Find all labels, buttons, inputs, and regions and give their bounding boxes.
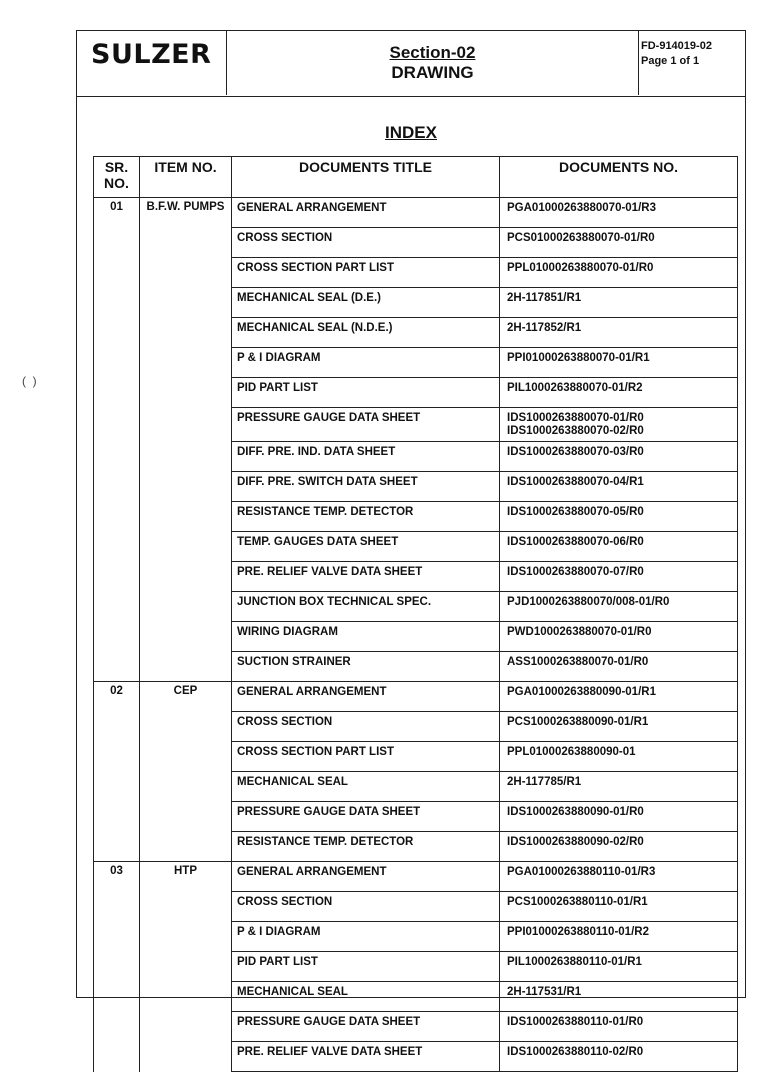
table-row [94, 922, 738, 952]
item-no-cell [140, 502, 232, 532]
item-no-cell [140, 288, 232, 318]
table-row [94, 408, 738, 442]
item-no-cell [140, 982, 232, 1012]
document-title-cell: MECHANICAL SEAL (N.D.E.) [232, 318, 500, 348]
document-title-cell: PRE. RELIEF VALVE DATA SHEET [232, 562, 500, 592]
item-no-cell [140, 622, 232, 652]
table-row [94, 1012, 738, 1042]
document-number-cell [500, 952, 738, 982]
document-number: PGA01000263880070-01/R3 [507, 202, 656, 214]
item-no-cell [140, 258, 232, 288]
sr-no-cell [94, 502, 140, 532]
item-no-cell [140, 1042, 232, 1072]
table-row [94, 502, 738, 532]
document-number-cell [500, 472, 738, 502]
reference-cell [641, 39, 745, 69]
document-number-cell [500, 862, 738, 892]
table-row [94, 742, 738, 772]
item-no-cell [140, 952, 232, 982]
item-no-cell [140, 802, 232, 832]
document-title-cell: PRESSURE GAUGE DATA SHEET [232, 1012, 500, 1042]
document-number: PPI01000263880110-01/R2 [507, 926, 649, 938]
column-header-item-no: ITEM NO. [140, 157, 232, 198]
document-title-cell: MECHANICAL SEAL [232, 772, 500, 802]
document-number-cell [500, 832, 738, 862]
sr-no-cell: 01 [94, 198, 140, 228]
item-no-cell [140, 832, 232, 862]
sr-no-cell: 02 [94, 682, 140, 712]
document-number-cell [500, 378, 738, 408]
table-row [94, 592, 738, 622]
document-title-cell: CROSS SECTION [232, 892, 500, 922]
table-row [94, 952, 738, 982]
document-number: PCS01000263880070-01/R0 [507, 232, 655, 244]
document-number-cell [500, 1012, 738, 1042]
document-number-cell [500, 982, 738, 1012]
document-number-cell [500, 652, 738, 682]
document-number: IDS1000263880070-05/R0 [507, 506, 644, 518]
document-number: IDS1000263880090-02/R0 [507, 836, 644, 848]
sr-no-cell [94, 288, 140, 318]
sr-no-cell [94, 892, 140, 922]
document-number: IDS1000263880110-02/R0 [507, 1046, 644, 1058]
sr-no-cell [94, 442, 140, 472]
document-title-cell: CROSS SECTION PART LIST [232, 258, 500, 288]
sr-no-cell [94, 982, 140, 1012]
sr-no-cell [94, 592, 140, 622]
document-number-cell [500, 442, 738, 472]
item-no-cell [140, 532, 232, 562]
table-row [94, 378, 738, 408]
document-number-cell [500, 198, 738, 228]
document-number: PWD1000263880070-01/R0 [507, 626, 652, 638]
table-row [94, 532, 738, 562]
title-cell [227, 31, 639, 95]
column-header-documents-title: DOCUMENTS TITLE [232, 157, 500, 198]
document-title-cell: CROSS SECTION [232, 712, 500, 742]
table-row [94, 288, 738, 318]
document-number-cell [500, 712, 738, 742]
table-row [94, 348, 738, 378]
sr-no-cell [94, 408, 140, 442]
document-number: PCS1000263880110-01/R1 [507, 896, 648, 908]
sr-no-cell [94, 348, 140, 378]
page-indicator: Page 1 of 1 [641, 55, 700, 67]
table-row [94, 982, 738, 1012]
column-header-sr-no: SR. NO. [94, 157, 140, 198]
document-number: PJD1000263880070/008-01/R0 [507, 596, 670, 608]
item-no-cell [140, 742, 232, 772]
document-number-cell [500, 532, 738, 562]
document-number: PGA01000263880090-01/R1 [507, 686, 656, 698]
document-number-cell [500, 622, 738, 652]
table-row [94, 862, 738, 892]
table-row [94, 622, 738, 652]
table-row [94, 442, 738, 472]
document-number-cell [500, 502, 738, 532]
document-number: IDS1000263880070-02/R0 [507, 425, 644, 437]
item-no-cell [140, 1012, 232, 1042]
document-title-cell: DIFF. PRE. IND. DATA SHEET [232, 442, 500, 472]
item-no-cell [140, 712, 232, 742]
index-table [93, 156, 738, 1072]
sr-no-cell [94, 712, 140, 742]
item-no-cell [140, 892, 232, 922]
document-number-cell [500, 892, 738, 922]
sr-no-cell [94, 318, 140, 348]
document-title-cell: GENERAL ARRANGEMENT [232, 198, 500, 228]
document-number: IDS1000263880090-01/R0 [507, 806, 644, 818]
sr-no-cell [94, 832, 140, 862]
document-number-cell [500, 742, 738, 772]
table-row [94, 832, 738, 862]
item-no-cell [140, 408, 232, 442]
document-title-cell: TEMP. GAUGES DATA SHEET [232, 532, 500, 562]
item-no-cell [140, 378, 232, 408]
table-row [94, 772, 738, 802]
document-reference: FD-914019-02 [641, 40, 712, 52]
document-title-cell: RESISTANCE TEMP. DETECTOR [232, 832, 500, 862]
document-number-cell [500, 258, 738, 288]
document-number: PGA01000263880110-01/R3 [507, 866, 656, 878]
document-number: PPI01000263880070-01/R1 [507, 352, 650, 364]
document-number: 2H-117851/R1 [507, 292, 582, 304]
sr-no-cell [94, 1012, 140, 1042]
document-number-cell [500, 562, 738, 592]
document-number: PPL01000263880090-01 [507, 746, 636, 758]
table-row [94, 1042, 738, 1072]
table-row [94, 682, 738, 712]
table-row [94, 802, 738, 832]
document-title-cell: DIFF. PRE. SWITCH DATA SHEET [232, 472, 500, 502]
document-number: IDS1000263880070-04/R1 [507, 476, 644, 488]
table-row [94, 198, 738, 228]
item-no-cell [140, 652, 232, 682]
table-row [94, 712, 738, 742]
document-number-cell [500, 288, 738, 318]
document-title-cell: PRESSURE GAUGE DATA SHEET [232, 802, 500, 832]
document-number: PIL1000263880070-01/R2 [507, 382, 643, 394]
document-title-cell: PRESSURE GAUGE DATA SHEET [232, 408, 500, 442]
document-number-cell [500, 318, 738, 348]
document-number-cell [500, 408, 738, 442]
document-number-cell [500, 592, 738, 622]
document-title-cell: P & I DIAGRAM [232, 348, 500, 378]
logo-cell [77, 31, 227, 95]
item-no-cell [140, 228, 232, 258]
sr-no-cell [94, 228, 140, 258]
item-no-cell: CEP [140, 682, 232, 712]
item-no-cell [140, 442, 232, 472]
item-no-cell: HTP [140, 862, 232, 892]
document-number: IDS1000263880070-07/R0 [507, 566, 644, 578]
table-header-row [94, 157, 738, 198]
document-title-cell: SUCTION STRAINER [232, 652, 500, 682]
item-no-cell [140, 472, 232, 502]
table-row [94, 652, 738, 682]
sr-no-cell [94, 922, 140, 952]
table-row [94, 562, 738, 592]
document-title-cell: CROSS SECTION [232, 228, 500, 258]
document-number: PCS1000263880090-01/R1 [507, 716, 649, 728]
document-title-cell: MECHANICAL SEAL (D.E.) [232, 288, 500, 318]
sulzer-logo: SULZER [91, 39, 212, 70]
document-title-cell: MECHANICAL SEAL [232, 982, 500, 1012]
sr-no-cell [94, 532, 140, 562]
margin-scan-mark: ( ) [22, 374, 37, 388]
document-header [77, 31, 745, 97]
document-number: PIL1000263880110-01/R1 [507, 956, 642, 968]
document-title-cell: JUNCTION BOX TECHNICAL SPEC. [232, 592, 500, 622]
column-header-documents-no: DOCUMENTS NO. [500, 157, 738, 198]
item-no-cell: B.F.W. PUMPS [140, 198, 232, 228]
sr-no-cell [94, 622, 140, 652]
table-row [94, 472, 738, 502]
sr-no-cell [94, 562, 140, 592]
item-no-cell [140, 922, 232, 952]
document-number-cell [500, 348, 738, 378]
document-number-cell [500, 922, 738, 952]
document-number: PPL01000263880070-01/R0 [507, 262, 654, 274]
document-title-cell: RESISTANCE TEMP. DETECTOR [232, 502, 500, 532]
document-title-cell: WIRING DIAGRAM [232, 622, 500, 652]
drawing-title: DRAWING [391, 63, 474, 82]
table-row [94, 228, 738, 258]
document-number-cell [500, 228, 738, 258]
index-table-body [94, 198, 738, 1072]
document-title-cell: PRE. RELIEF VALVE DATA SHEET [232, 1042, 500, 1072]
table-row [94, 258, 738, 288]
document-number: 2H-117531/R1 [507, 986, 582, 998]
document-number: IDS1000263880070-03/R0 [507, 446, 644, 458]
item-no-cell [140, 562, 232, 592]
document-page [76, 30, 746, 1058]
index-title: INDEX [385, 123, 437, 142]
document-title-cell: CROSS SECTION PART LIST [232, 742, 500, 772]
document-title-cell: PID PART LIST [232, 378, 500, 408]
sr-no-cell [94, 258, 140, 288]
document-number: IDS1000263880070-01/R0 [507, 412, 644, 424]
section-title: Section-02 [389, 43, 476, 62]
table-row [94, 892, 738, 922]
document-number: ASS1000263880070-01/R0 [507, 656, 649, 668]
sr-no-cell [94, 378, 140, 408]
item-no-cell [140, 592, 232, 622]
document-number-cell [500, 682, 738, 712]
document-number-cell [500, 772, 738, 802]
sr-no-cell [94, 652, 140, 682]
document-title-cell: P & I DIAGRAM [232, 922, 500, 952]
item-no-cell [140, 348, 232, 378]
document-number-cell [500, 802, 738, 832]
sr-no-cell [94, 1042, 140, 1072]
sr-no-cell [94, 952, 140, 982]
sr-no-cell [94, 472, 140, 502]
document-title-cell: GENERAL ARRANGEMENT [232, 682, 500, 712]
sr-no-cell: 03 [94, 862, 140, 892]
sr-no-cell [94, 772, 140, 802]
document-title-cell: PID PART LIST [232, 952, 500, 982]
document-number: 2H-117852/R1 [507, 322, 582, 334]
document-number-cell [500, 1042, 738, 1072]
item-no-cell [140, 772, 232, 802]
sr-no-cell [94, 802, 140, 832]
document-title-cell: GENERAL ARRANGEMENT [232, 862, 500, 892]
document-number: IDS1000263880070-06/R0 [507, 536, 644, 548]
table-row [94, 318, 738, 348]
document-number: 2H-117785/R1 [507, 776, 582, 788]
item-no-cell [140, 318, 232, 348]
document-number: IDS1000263880110-01/R0 [507, 1016, 644, 1028]
sr-no-cell [94, 742, 140, 772]
